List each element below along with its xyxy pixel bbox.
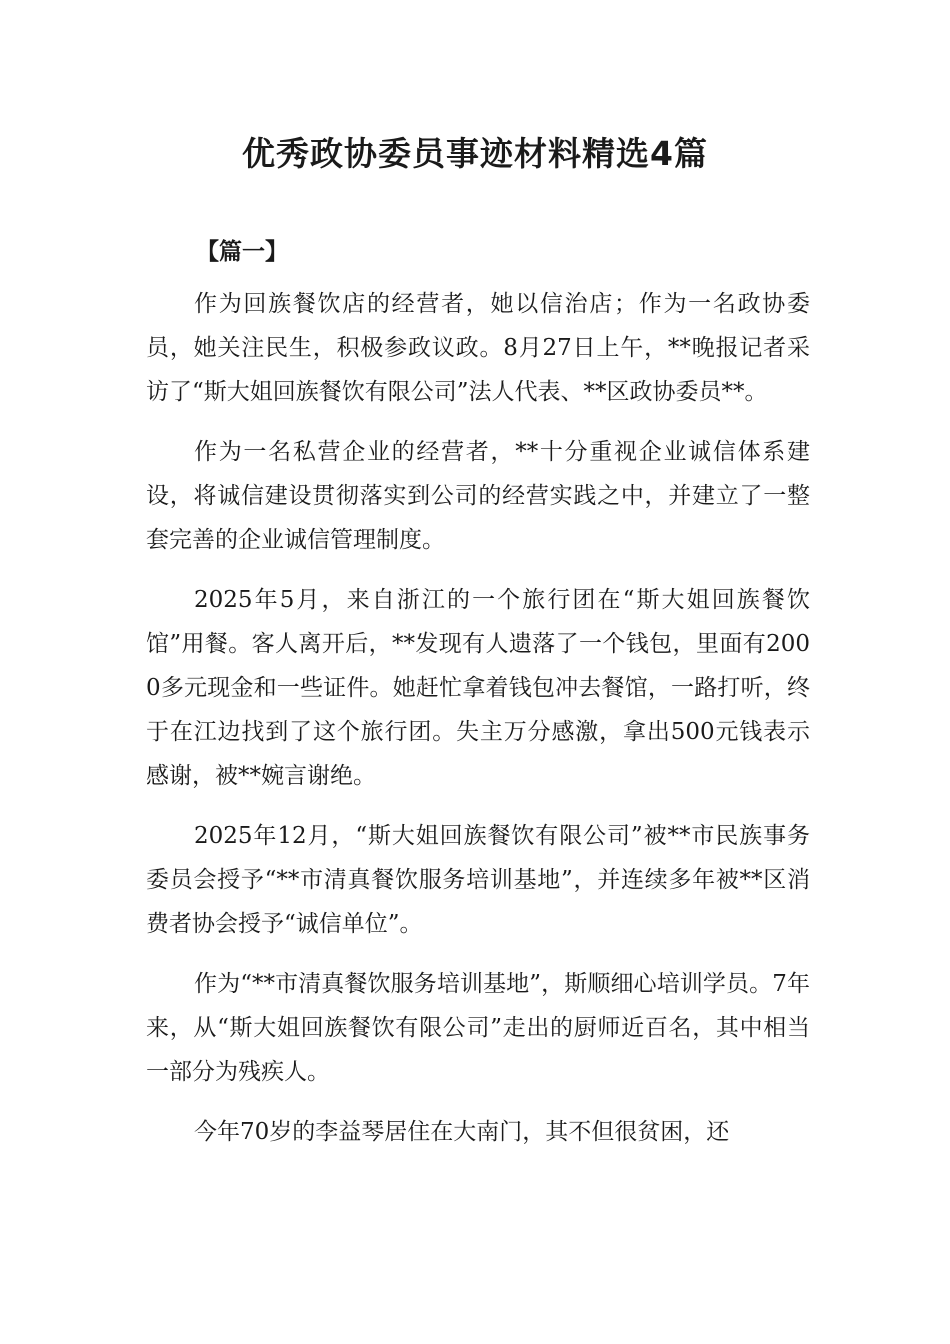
paragraph: 今年70岁的李益琴居住在大南门，其不但很贫困，还 [194,1119,730,1145]
paragraph: 作为回族餐饮店的经营者，她以信治店；作为一名政协委员，她关注民生，积极参政议政。8月27日上午，**晚报记者采访了“斯大姐回族餐饮有限公司”法人代表、**区政协委员**。 [146,291,810,405]
document-title: 优秀政协委员事迹材料精选4篇 [242,134,708,173]
paragraph: 2025年5月，来自浙江的一个旅行团在“斯大姐回族餐饮馆”用餐。客人离开后，**发现有人遗落了一个钱包，里面有2000多元现金和一些证件。她赶忙拿着钱包冲去餐馆，一路打听，终于在江边找到了这个旅行团。失主万分感激，拿出500元钱表示感谢，被**婉言谢绝。 [146,587,810,789]
paragraph: 作为“**市清真餐饮服务培训基地”，斯顺细心培训学员。7年来，从“斯大姐回族餐饮有限公司”走出的厨师近百名，其中相当一部分为残疾人。 [146,971,810,1085]
section-label: 【篇一】 [196,239,288,265]
paragraph: 2025年12月，“斯大姐回族餐饮有限公司”被**市民族事务委员会授予“**市清真餐饮服务培训基地”，并连续多年被**区消费者协会授予“诚信单位”。 [146,823,810,937]
paragraph: 作为一名私营企业的经营者，**十分重视企业诚信体系建设，将诚信建设贯彻落实到公司的经营实践之中，并建立了一整套完善的企业诚信管理制度。 [146,439,810,553]
document-body [146,282,810,1170]
